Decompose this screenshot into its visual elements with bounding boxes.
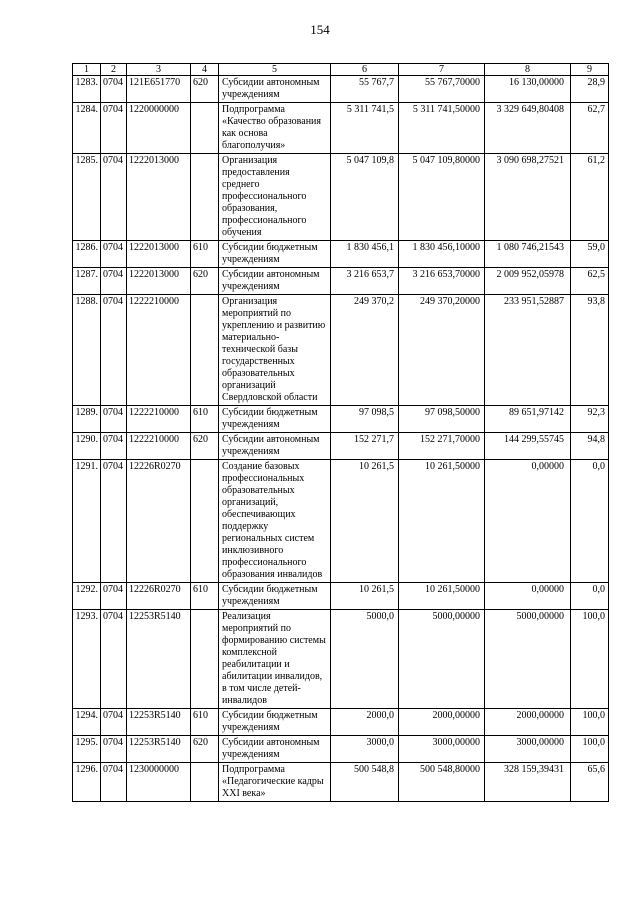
row-number-cell: 1292. — [73, 583, 101, 610]
execution-percent-cell: 62,5 — [571, 268, 609, 295]
expense-type-cell — [191, 763, 219, 802]
item-name-cell: Создание базовых профессиональных образовательных организаций, обеспечивающих поддержку региональных систем инклюзивного профессионального образования инвалидов — [219, 460, 331, 583]
approved-amount-cell: 5 047 109,80000 — [399, 154, 485, 241]
row-number-cell: 1288. — [73, 295, 101, 406]
item-name-cell: Субсидии автономным учреждениям — [219, 736, 331, 763]
expense-type-cell — [191, 103, 219, 154]
section-code-cell: 0704 — [101, 763, 127, 802]
target-article-cell: 1222013000 — [127, 154, 191, 241]
item-name-cell: Субсидии бюджетным учреждениям — [219, 406, 331, 433]
expense-type-cell — [191, 460, 219, 583]
execution-percent-cell: 61,2 — [571, 154, 609, 241]
executed-amount-cell: 3000,00000 — [485, 736, 571, 763]
executed-amount-cell: 5000,00000 — [485, 610, 571, 709]
header-cell: 3 — [127, 64, 191, 76]
executed-amount-cell: 3 090 698,27521 — [485, 154, 571, 241]
section-code-cell: 0704 — [101, 610, 127, 709]
table-row — [73, 583, 609, 610]
planned-amount-cell: 97 098,5 — [331, 406, 399, 433]
approved-amount-cell: 3 216 653,70000 — [399, 268, 485, 295]
target-article-cell: 12226R0270 — [127, 583, 191, 610]
item-name-cell: Субсидии автономным учреждениям — [219, 268, 331, 295]
item-name-cell: Субсидии автономным учреждениям — [219, 76, 331, 103]
planned-amount-cell: 5000,0 — [331, 610, 399, 709]
expense-type-cell: 620 — [191, 433, 219, 460]
section-code-cell: 0704 — [101, 406, 127, 433]
planned-amount-cell: 2000,0 — [331, 709, 399, 736]
execution-percent-cell: 65,6 — [571, 763, 609, 802]
target-article-cell: 12253R5140 — [127, 610, 191, 709]
row-number-cell: 1296. — [73, 763, 101, 802]
table-row — [73, 103, 609, 154]
item-name-cell: Реализация мероприятий по формированию системы комплексной реабилитации и абилитации инвалидов, в том числе детей-инвалидов — [219, 610, 331, 709]
expense-type-cell: 620 — [191, 268, 219, 295]
expense-type-cell: 610 — [191, 709, 219, 736]
approved-amount-cell: 5 311 741,50000 — [399, 103, 485, 154]
execution-percent-cell: 0,0 — [571, 583, 609, 610]
target-article-cell: 1222013000 — [127, 241, 191, 268]
executed-amount-cell: 328 159,39431 — [485, 763, 571, 802]
approved-amount-cell: 2000,00000 — [399, 709, 485, 736]
section-code-cell: 0704 — [101, 241, 127, 268]
approved-amount-cell: 5000,00000 — [399, 610, 485, 709]
section-code-cell: 0704 — [101, 433, 127, 460]
expense-type-cell: 620 — [191, 76, 219, 103]
planned-amount-cell: 3 216 653,7 — [331, 268, 399, 295]
execution-percent-cell: 100,0 — [571, 610, 609, 709]
budget-table — [72, 63, 609, 802]
expense-type-cell: 610 — [191, 241, 219, 268]
section-code-cell: 0704 — [101, 268, 127, 295]
executed-amount-cell: 3 329 649,80408 — [485, 103, 571, 154]
approved-amount-cell: 10 261,50000 — [399, 460, 485, 583]
target-article-cell: 121Е651770 — [127, 76, 191, 103]
section-code-cell: 0704 — [101, 154, 127, 241]
row-number-cell: 1290. — [73, 433, 101, 460]
table-row — [73, 154, 609, 241]
execution-percent-cell: 0,0 — [571, 460, 609, 583]
expense-type-cell — [191, 295, 219, 406]
target-article-cell: 1222210000 — [127, 433, 191, 460]
planned-amount-cell: 249 370,2 — [331, 295, 399, 406]
table-row — [73, 460, 609, 583]
approved-amount-cell: 152 271,70000 — [399, 433, 485, 460]
planned-amount-cell: 152 271,7 — [331, 433, 399, 460]
approved-amount-cell: 1 830 456,10000 — [399, 241, 485, 268]
approved-amount-cell: 500 548,80000 — [399, 763, 485, 802]
section-code-cell: 0704 — [101, 583, 127, 610]
header-cell: 8 — [485, 64, 571, 76]
row-number-cell: 1286. — [73, 241, 101, 268]
expense-type-cell — [191, 154, 219, 241]
planned-amount-cell: 3000,0 — [331, 736, 399, 763]
table-row — [73, 736, 609, 763]
execution-percent-cell: 28,9 — [571, 76, 609, 103]
executed-amount-cell: 233 951,52887 — [485, 295, 571, 406]
header-cell: 1 — [73, 64, 101, 76]
executed-amount-cell: 16 130,00000 — [485, 76, 571, 103]
item-name-cell: Субсидии бюджетным учреждениям — [219, 709, 331, 736]
expense-type-cell: 610 — [191, 583, 219, 610]
target-article-cell: 1222210000 — [127, 406, 191, 433]
row-number-cell: 1294. — [73, 709, 101, 736]
header-cell: 5 — [219, 64, 331, 76]
header-cell: 6 — [331, 64, 399, 76]
page-number: 154 — [310, 22, 330, 37]
planned-amount-cell: 10 261,5 — [331, 583, 399, 610]
planned-amount-cell: 1 830 456,1 — [331, 241, 399, 268]
expense-type-cell: 610 — [191, 406, 219, 433]
section-code-cell: 0704 — [101, 709, 127, 736]
expense-type-cell: 620 — [191, 736, 219, 763]
execution-percent-cell: 59,0 — [571, 241, 609, 268]
target-article-cell: 12226R0270 — [127, 460, 191, 583]
target-article-cell: 1230000000 — [127, 763, 191, 802]
header-cell: 4 — [191, 64, 219, 76]
section-code-cell: 0704 — [101, 103, 127, 154]
item-name-cell: Подпрограмма «Педагогические кадры XXI века» — [219, 763, 331, 802]
table-row — [73, 406, 609, 433]
target-article-cell: 1222210000 — [127, 295, 191, 406]
expense-type-cell — [191, 610, 219, 709]
approved-amount-cell: 55 767,70000 — [399, 76, 485, 103]
section-code-cell: 0704 — [101, 295, 127, 406]
section-code-cell: 0704 — [101, 736, 127, 763]
header-cell: 2 — [101, 64, 127, 76]
row-number-cell: 1291. — [73, 460, 101, 583]
executed-amount-cell: 144 299,55745 — [485, 433, 571, 460]
executed-amount-cell: 1 080 746,21543 — [485, 241, 571, 268]
table-row — [73, 295, 609, 406]
table-row — [73, 709, 609, 736]
table-row — [73, 763, 609, 802]
section-code-cell: 0704 — [101, 460, 127, 583]
table-row — [73, 610, 609, 709]
row-number-cell: 1287. — [73, 268, 101, 295]
table-row — [73, 241, 609, 268]
execution-percent-cell: 100,0 — [571, 709, 609, 736]
approved-amount-cell: 249 370,20000 — [399, 295, 485, 406]
execution-percent-cell: 100,0 — [571, 736, 609, 763]
execution-percent-cell: 93,8 — [571, 295, 609, 406]
execution-percent-cell: 94,8 — [571, 433, 609, 460]
header-cell: 7 — [399, 64, 485, 76]
row-number-cell: 1295. — [73, 736, 101, 763]
executed-amount-cell: 89 651,97142 — [485, 406, 571, 433]
row-number-cell: 1293. — [73, 610, 101, 709]
header-cell: 9 — [571, 64, 609, 76]
item-name-cell: Организация предоставления среднего профессионального образования, профессионального обучения — [219, 154, 331, 241]
table-row — [73, 268, 609, 295]
executed-amount-cell: 0,00000 — [485, 583, 571, 610]
target-article-cell: 12253R5140 — [127, 736, 191, 763]
table-row — [73, 433, 609, 460]
row-number-cell: 1283. — [73, 76, 101, 103]
executed-amount-cell: 2 009 952,05978 — [485, 268, 571, 295]
planned-amount-cell: 55 767,7 — [331, 76, 399, 103]
item-name-cell: Организация мероприятий по укреплению и развитию материально-технической базы государственных образовательных организаций Свердловской области — [219, 295, 331, 406]
header-row — [73, 64, 609, 76]
section-code-cell: 0704 — [101, 76, 127, 103]
item-name-cell: Субсидии автономным учреждениям — [219, 433, 331, 460]
item-name-cell: Субсидии бюджетным учреждениям — [219, 241, 331, 268]
planned-amount-cell: 5 047 109,8 — [331, 154, 399, 241]
planned-amount-cell: 500 548,8 — [331, 763, 399, 802]
executed-amount-cell: 0,00000 — [485, 460, 571, 583]
item-name-cell: Субсидии бюджетным учреждениям — [219, 583, 331, 610]
table-row — [73, 76, 609, 103]
approved-amount-cell: 10 261,50000 — [399, 583, 485, 610]
row-number-cell: 1289. — [73, 406, 101, 433]
approved-amount-cell: 97 098,50000 — [399, 406, 485, 433]
target-article-cell: 1220000000 — [127, 103, 191, 154]
planned-amount-cell: 5 311 741,5 — [331, 103, 399, 154]
row-number-cell: 1285. — [73, 154, 101, 241]
executed-amount-cell: 2000,00000 — [485, 709, 571, 736]
approved-amount-cell: 3000,00000 — [399, 736, 485, 763]
execution-percent-cell: 92,3 — [571, 406, 609, 433]
target-article-cell: 1222013000 — [127, 268, 191, 295]
execution-percent-cell: 62,7 — [571, 103, 609, 154]
planned-amount-cell: 10 261,5 — [331, 460, 399, 583]
row-number-cell: 1284. — [73, 103, 101, 154]
item-name-cell: Подпрограмма «Качество образования как основа благополучия» — [219, 103, 331, 154]
target-article-cell: 12253R5140 — [127, 709, 191, 736]
